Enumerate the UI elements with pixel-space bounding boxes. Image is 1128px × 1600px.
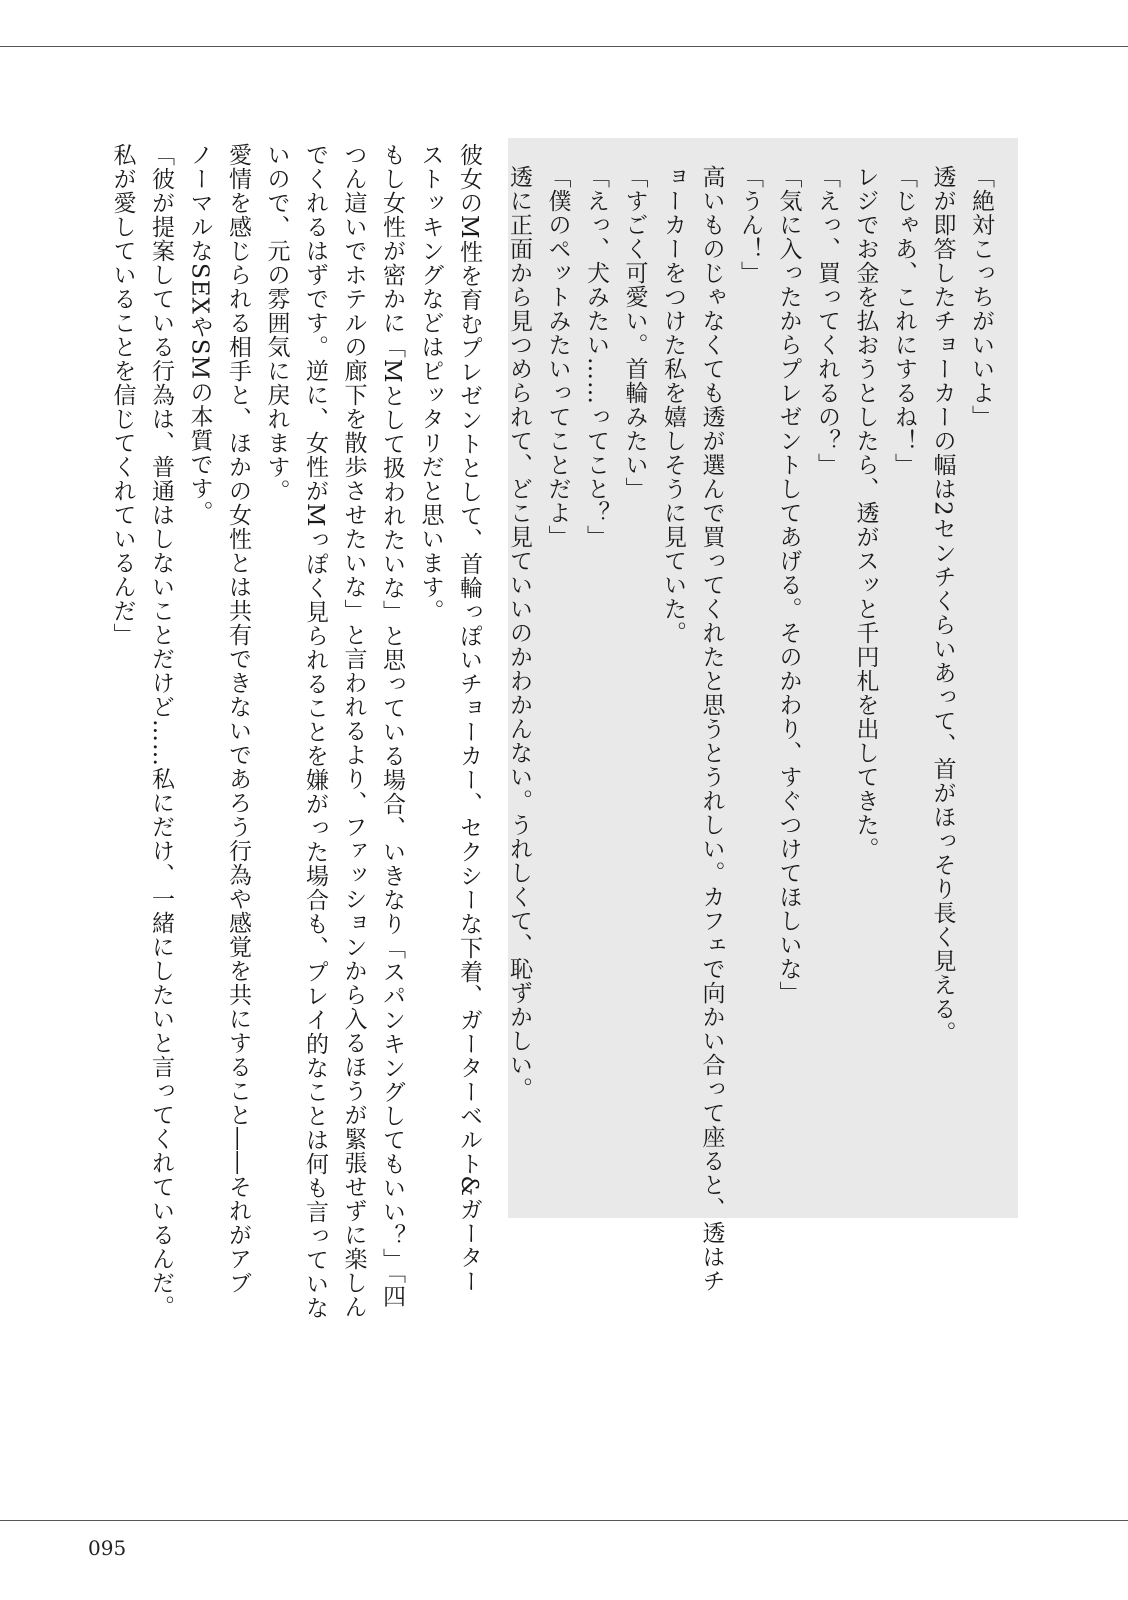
main-passage xyxy=(103,143,488,1320)
passage-line: 「えっ、買ってくれるの？」 xyxy=(814,165,840,477)
passage-line: いので、元の雰囲気に戻れます。 xyxy=(263,143,290,503)
passage-line: 「彼が提案している行為は、普通はしないことだけど……私にだけ、一緒にしたいと言ってくれているんだ。 xyxy=(148,143,174,1319)
passage-line: 高いものじゃなくても透が選んで買ってくれたと思うとうれしい。カフェで向かい合って座ると、透はチ xyxy=(698,165,725,1293)
passage-line: 「うん！」 xyxy=(737,165,763,285)
passage-line: もし女性が密かに「Mとして扱われたいな」と思っている場合、いきなり「スパンキングしてもいい？」「四 xyxy=(379,143,405,1309)
passage-line: でくれるはずです。逆に、女性がMっぽく見られることを嫌がった場合も、プレイ的なことは何も言っていな xyxy=(302,143,328,1320)
passage-line: 透が即答したチョーカーの幅は2センチくらいあって、首がほっそり長く見える。 xyxy=(929,165,956,1045)
passage-line: ノーマルなSEXやSMの本質です。 xyxy=(186,143,213,525)
passage-line: 「すごく可愛い。首輪みたい」 xyxy=(621,165,648,501)
passage-line: つん這いでホテルの廊下を散歩させたいな」と言われるより、ファッションから入るほうが緊張せずに楽しん xyxy=(340,143,367,1319)
boxed-passage xyxy=(500,165,1001,1293)
passage-line: 愛情を感じられる相手と、ほかの女性とは共有できないであろう行為や感覚を共にすること――それがアブ xyxy=(225,143,251,1295)
passage-line: 彼女のM性を育むプレゼントとして、首輪っぽいチョーカー、セクシーな下着、ガーターベルト&ガーター xyxy=(456,143,482,1294)
passage-line: ストッキングなどはピッタリだと思います。 xyxy=(417,143,444,623)
page-number: 095 xyxy=(88,1536,127,1560)
footer-rule xyxy=(0,1520,1128,1521)
passage-line: 私が愛していることを信じてくれているんだ」 xyxy=(109,143,136,647)
passage-line: レジでお金を払おうとしたら、透がスッと千円札を出してきた。 xyxy=(852,165,879,861)
passage-line: 「えっ、犬みたい……ってこと？」 xyxy=(583,165,609,549)
passage-line: 「気に入ったからプレゼントしてあげる。そのかわり、すぐつけてほしいな」 xyxy=(775,165,802,1005)
header-rule xyxy=(0,46,1128,47)
passage-line: 「僕のペットみたいってことだよ」 xyxy=(544,165,571,549)
passage-line: 「じゃあ、これにするね！」 xyxy=(891,165,917,477)
passage-line: 「絶対こっちがいいよ」 xyxy=(968,165,994,429)
passage-line: 透に正面から見つめられて、どこ見ていいのかわかんない。うれしくて、恥ずかしい。 xyxy=(506,165,532,1101)
passage-line: ョーカーをつけた私を嬉しそうに見ていた。 xyxy=(660,165,686,645)
